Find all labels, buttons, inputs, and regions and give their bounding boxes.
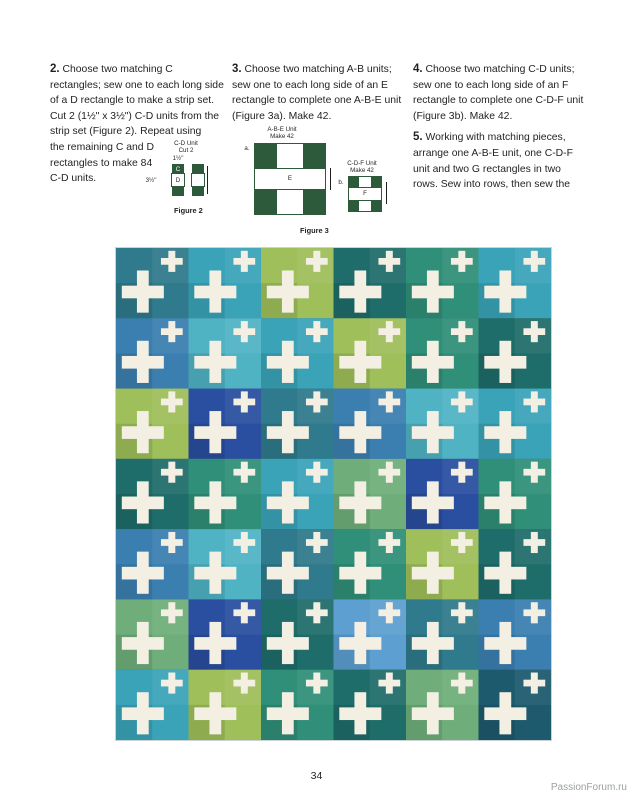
- quilt-cross-horizontal: [194, 707, 236, 720]
- quilt-cross-horizontal: [484, 567, 526, 580]
- quilt-cross-horizontal: [122, 286, 164, 299]
- quilt-cross-horizontal: [267, 637, 309, 650]
- figure-2-c-bottom: [172, 186, 184, 196]
- figure-2-width-label: 1½": [172, 155, 184, 162]
- watermark: PassionForum.ru: [550, 782, 627, 793]
- figure-3a-a-bottom-left: [255, 190, 277, 214]
- quilt-cross-horizontal: [267, 707, 309, 720]
- figure-2-unit-2-mid: [192, 174, 204, 186]
- step-4-text: Choose two matching C-D units; sew one to each long side of an F rectangle to complete one C-D-F unit (Figure 3b). Make 42.: [413, 64, 584, 122]
- quilt-small-cross-horizontal: [523, 258, 545, 265]
- quilt-cross-horizontal: [122, 497, 164, 510]
- quilt-graphic: [116, 248, 551, 740]
- quilt-small-cross-horizontal: [233, 399, 255, 406]
- step-2-number: 2.: [50, 63, 60, 75]
- figure-2: [145, 140, 222, 220]
- figure-3b-subtitle: Make 42: [350, 167, 374, 174]
- quilt-cross-horizontal: [122, 426, 164, 439]
- step-5-text: Working with matching pieces, arrange one A-B-E unit, one C-D-F unit and two G rectangles in two rows. Sew into rows, then sew the: [413, 132, 573, 191]
- quilt-small-cross-horizontal: [451, 328, 473, 335]
- figure-3a-arrow: [330, 168, 331, 190]
- figure-3a-subtitle: Make 42: [270, 133, 294, 140]
- quilt-cross-horizontal: [122, 356, 164, 369]
- quilt-cross-horizontal: [194, 286, 236, 299]
- quilt-small-cross-horizontal: [233, 258, 255, 265]
- quilt-small-cross-horizontal: [523, 609, 545, 616]
- quilt-cross-horizontal: [412, 497, 454, 510]
- quilt-small-cross-horizontal: [161, 399, 183, 406]
- quilt-small-cross-horizontal: [306, 680, 328, 687]
- quilt-small-cross-horizontal: [161, 539, 183, 546]
- figure-2-d-label: D: [175, 177, 181, 184]
- quilt-small-cross-horizontal: [378, 328, 400, 335]
- figure-3: [240, 126, 410, 236]
- quilt-small-cross-horizontal: [523, 539, 545, 546]
- quilt-cross-horizontal: [339, 426, 381, 439]
- quilt-cross-horizontal: [194, 637, 236, 650]
- figure-3b-f-label: F: [363, 190, 367, 197]
- quilt-small-cross-horizontal: [378, 258, 400, 265]
- figure-3a-unit: [254, 143, 326, 215]
- quilt-cross-horizontal: [267, 497, 309, 510]
- quilt-small-cross-horizontal: [378, 399, 400, 406]
- step-4-paragraph: [413, 62, 585, 124]
- step-4-number: 4.: [413, 63, 423, 75]
- step-2-paragraph: [50, 62, 225, 140]
- step-3-column: [232, 62, 404, 130]
- quilt-cross-horizontal: [339, 637, 381, 650]
- quilt-small-cross-horizontal: [451, 399, 473, 406]
- figure-3b-d-bottom: [359, 201, 371, 211]
- quilt-small-cross-horizontal: [378, 539, 400, 546]
- figure-3b-unit: [348, 176, 382, 212]
- step-3-text: Choose two matching A-B units; sew one to each long side of an E rectangle to complete one A-B-E unit (Figure 3a). Make 42.: [232, 64, 402, 122]
- step-3-number: 3.: [232, 63, 242, 75]
- quilt-small-cross-horizontal: [306, 258, 328, 265]
- quilt-small-cross-horizontal: [233, 680, 255, 687]
- figure-2-c-label: C: [175, 166, 181, 173]
- quilt-cross-horizontal: [194, 567, 236, 580]
- quilt-cross-horizontal: [267, 286, 309, 299]
- step-5-paragraph: [413, 130, 585, 192]
- quilt-cross-horizontal: [122, 637, 164, 650]
- quilt-small-cross-horizontal: [451, 609, 473, 616]
- quilt-cross-horizontal: [412, 286, 454, 299]
- figure-2-subtitle: Cut 2: [178, 147, 194, 154]
- figure-3a-title: A-B-E Unit: [267, 126, 297, 133]
- figure-3b-title: C-D-F Unit: [347, 160, 377, 167]
- quilt-small-cross-horizontal: [378, 469, 400, 476]
- quilt-small-cross-horizontal: [306, 399, 328, 406]
- quilt-cross-horizontal: [412, 356, 454, 369]
- figure-3a-e-label: E: [287, 175, 293, 182]
- quilt-small-cross-horizontal: [378, 680, 400, 687]
- quilt-small-cross-horizontal: [233, 609, 255, 616]
- figure-3b-c-top-right: [371, 177, 381, 187]
- figure-3-caption: Figure 3: [300, 226, 329, 235]
- quilt-small-cross-horizontal: [523, 680, 545, 687]
- figure-3a-a-bottom-right: [303, 190, 325, 214]
- quilt-small-cross-horizontal: [161, 680, 183, 687]
- quilt-cross-horizontal: [339, 497, 381, 510]
- step-3-paragraph: [232, 62, 404, 124]
- quilt-small-cross-horizontal: [306, 328, 328, 335]
- page-number: 34: [310, 770, 323, 782]
- figure-3b-letter: b.: [338, 179, 344, 186]
- figure-2-caption: Figure 2: [174, 206, 203, 215]
- quilt-cross-horizontal: [267, 567, 309, 580]
- quilt-small-cross-horizontal: [233, 539, 255, 546]
- step-2-text-b: the remaining C and D rectangles to make 84 C-D units.: [50, 142, 154, 185]
- quilt-cross-horizontal: [194, 497, 236, 510]
- quilt-cross-horizontal: [122, 707, 164, 720]
- figure-2-unit-2-top: [192, 164, 204, 174]
- quilt-cross-horizontal: [412, 637, 454, 650]
- quilt-cross-horizontal: [484, 707, 526, 720]
- figure-3a-b-bottom: [277, 190, 303, 214]
- quilt-small-cross-horizontal: [523, 469, 545, 476]
- quilt-small-cross-horizontal: [523, 328, 545, 335]
- quilt-photo: [116, 248, 551, 740]
- quilt-cross-horizontal: [267, 356, 309, 369]
- figure-3b-d-top: [359, 177, 371, 187]
- quilt-small-cross-horizontal: [451, 539, 473, 546]
- quilt-cross-horizontal: [339, 707, 381, 720]
- figure-2-height-label: 3½": [145, 177, 157, 184]
- quilt-small-cross-horizontal: [523, 399, 545, 406]
- quilt-small-cross-horizontal: [233, 328, 255, 335]
- figure-2-arrow: [207, 166, 208, 194]
- quilt-cross-horizontal: [484, 637, 526, 650]
- quilt-small-cross-horizontal: [451, 258, 473, 265]
- quilt-small-cross-horizontal: [161, 609, 183, 616]
- figure-2-unit-2-bottom: [192, 186, 204, 196]
- quilt-cross-horizontal: [484, 426, 526, 439]
- figure-2-unit-2: [192, 164, 204, 196]
- quilt-cross-horizontal: [484, 356, 526, 369]
- figure-3b-c-bottom-left: [349, 201, 359, 211]
- figure-3b-c-top-left: [349, 177, 359, 187]
- steps-4-5-column: [413, 62, 585, 199]
- quilt-small-cross-horizontal: [451, 680, 473, 687]
- figure-3a-a-top-right: [303, 144, 325, 168]
- figure-2-title: C-D Unit: [174, 140, 198, 147]
- quilt-small-cross-horizontal: [306, 609, 328, 616]
- quilt-small-cross-horizontal: [306, 469, 328, 476]
- quilt-cross-horizontal: [412, 426, 454, 439]
- quilt-cross-horizontal: [339, 356, 381, 369]
- quilt-cross-horizontal: [339, 567, 381, 580]
- step-5-number: 5.: [413, 131, 423, 144]
- quilt-small-cross-horizontal: [233, 469, 255, 476]
- figure-3a-b-top: [277, 144, 303, 168]
- figure-3a-a-top-left: [255, 144, 277, 168]
- step-2-text-a: Choose two matching C rectangles; sew one to each long side of a D rectangle to make a strip set. Cut 2 (1½" x 3½") C-D units from the strip set (Figure 2). Repeat using: [50, 64, 224, 138]
- quilt-cross-horizontal: [194, 426, 236, 439]
- figure-3a-letter: a.: [244, 145, 250, 152]
- quilt-small-cross-horizontal: [378, 609, 400, 616]
- quilt-cross-horizontal: [412, 567, 454, 580]
- figure-3b-c-bottom-right: [371, 201, 381, 211]
- quilt-small-cross-horizontal: [306, 539, 328, 546]
- quilt-small-cross-horizontal: [451, 469, 473, 476]
- quilt-cross-horizontal: [484, 286, 526, 299]
- figure-3b-arrow: [386, 182, 387, 204]
- quilt-cross-horizontal: [339, 286, 381, 299]
- quilt-small-cross-horizontal: [161, 469, 183, 476]
- figure-2-unit-1: [172, 164, 184, 196]
- quilt-cross-horizontal: [194, 356, 236, 369]
- quilt-small-cross-horizontal: [161, 328, 183, 335]
- quilt-cross-horizontal: [484, 497, 526, 510]
- quilt-cross-horizontal: [267, 426, 309, 439]
- quilt-cross-horizontal: [122, 567, 164, 580]
- quilt-cross-horizontal: [412, 707, 454, 720]
- quilt-small-cross-horizontal: [161, 258, 183, 265]
